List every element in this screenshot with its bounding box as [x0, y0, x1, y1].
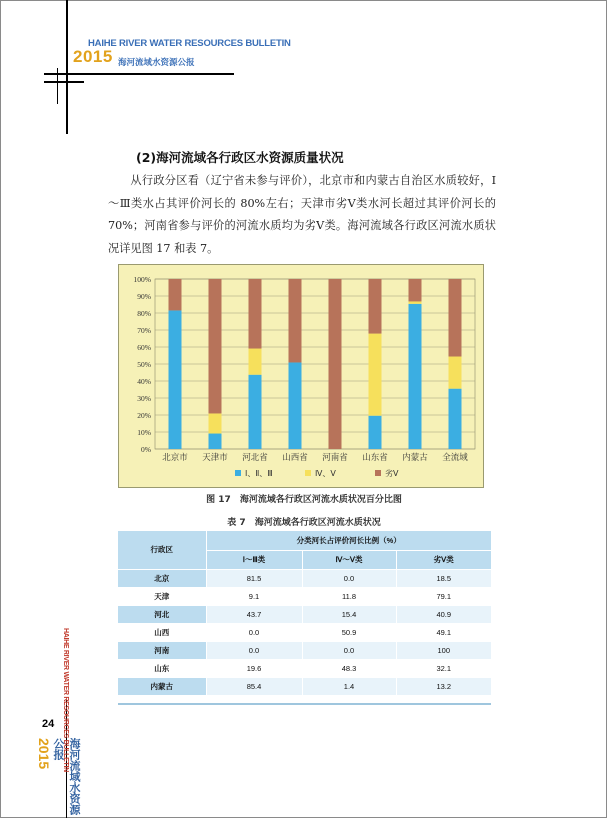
side-bulletin-en: HAIHE RIVER WATER RESOURCES BULLETIN — [62, 628, 69, 772]
water-quality-table — [118, 531, 491, 695]
legend-swatch — [235, 470, 241, 476]
bar-segment-2 — [369, 334, 382, 416]
cell-class-4-5: 1.4 — [302, 677, 396, 695]
legend-swatch — [375, 470, 381, 476]
row-region: 山东 — [118, 659, 206, 677]
y-tick-label: 50% — [137, 360, 151, 369]
cell-class-4-5: 48.3 — [302, 659, 396, 677]
bar-segment-3 — [169, 279, 182, 310]
cell-class-4-5: 50.9 — [302, 623, 396, 641]
y-tick-label: 0% — [141, 445, 151, 454]
y-tick-label: 10% — [137, 428, 151, 437]
bar-segment-1 — [409, 304, 422, 449]
table-row — [118, 569, 491, 587]
bar-segment-1 — [209, 434, 222, 449]
legend-label: Ⅰ、Ⅱ、Ⅲ — [245, 469, 273, 478]
cell-class-inferior-5: 100 — [396, 641, 491, 659]
stacked-bar-chart — [119, 265, 485, 489]
table-row — [118, 587, 491, 605]
bar-segment-1 — [289, 362, 302, 449]
bulletin-year: 2015 — [73, 47, 113, 66]
cell-class-4-5: 11.8 — [302, 587, 396, 605]
page-number: 24 — [42, 718, 55, 730]
bar-segment-1 — [369, 416, 382, 449]
cell-class-inferior-5: 18.5 — [396, 569, 491, 587]
x-tick-label: 全流域 — [442, 453, 468, 463]
row-region: 天津 — [118, 587, 206, 605]
bar-segment-2 — [449, 357, 462, 389]
cell-class-inferior-5: 13.2 — [396, 677, 491, 695]
bar-segment-3 — [369, 279, 382, 334]
x-tick-label: 河北省 — [242, 453, 268, 463]
cell-class-1-3: 9.1 — [206, 587, 302, 605]
x-tick-label: 内蒙古 — [402, 453, 428, 463]
bar-segment-3 — [449, 279, 462, 357]
legend-swatch — [305, 470, 311, 476]
table-bottom-rule — [118, 703, 491, 705]
x-tick-label: 山东省 — [362, 453, 388, 463]
bar-segment-3 — [209, 279, 222, 413]
legend-label: 劣Ⅴ — [385, 469, 399, 478]
bar-segment-3 — [329, 279, 342, 449]
cell-class-1-3: 19.6 — [206, 659, 302, 677]
table-row — [118, 659, 491, 677]
bar-segment-2 — [249, 349, 262, 375]
table-caption: 表 7 海河流域各行政区河流水质状况 — [227, 518, 381, 528]
bar-segment-3 — [289, 279, 302, 362]
table-row — [118, 677, 491, 695]
cell-class-4-5: 0.0 — [302, 569, 396, 587]
table-row — [118, 641, 491, 659]
cell-class-inferior-5: 79.1 — [396, 587, 491, 605]
y-tick-label: 20% — [137, 411, 151, 420]
cell-class-4-5: 0.0 — [302, 641, 396, 659]
y-tick-label: 70% — [137, 326, 151, 335]
cell-class-1-3: 0.0 — [206, 641, 302, 659]
cell-class-1-3: 0.0 — [206, 623, 302, 641]
x-tick-label: 北京市 — [162, 453, 188, 463]
cell-class-4-5: 15.4 — [302, 605, 396, 623]
row-region: 北京 — [118, 569, 206, 587]
y-tick-label: 30% — [137, 394, 151, 403]
y-tick-label: 90% — [137, 292, 151, 301]
cell-class-1-3: 43.7 — [206, 605, 302, 623]
bulletin-title-en: HAIHE RIVER WATER RESOURCES BULLETIN — [88, 38, 291, 49]
cell-class-inferior-5: 32.1 — [396, 659, 491, 677]
y-tick-label: 80% — [137, 309, 151, 318]
table-header-class-4-5: Ⅳ～Ⅴ类 — [302, 550, 396, 569]
bar-segment-1 — [169, 310, 182, 449]
bar-segment-2 — [409, 301, 422, 303]
chart-panel — [118, 264, 484, 488]
bulletin-title-cn: 海河流域水资源公报 — [118, 58, 195, 68]
x-tick-label: 山西省 — [282, 453, 308, 463]
cell-class-inferior-5: 40.9 — [396, 605, 491, 623]
table-header-class-1-3: Ⅰ～Ⅲ类 — [206, 550, 302, 569]
table-header-group: 分类河长占评价河长比例（%） — [206, 531, 491, 550]
bar-segment-3 — [249, 279, 262, 349]
x-tick-label: 河南省 — [322, 453, 348, 463]
header-vertical-rule — [66, 0, 68, 134]
side-year: 2015 — [36, 738, 52, 770]
side-bulletin-cn: 海河流域水资源公报 — [52, 738, 81, 815]
bar-segment-2 — [209, 413, 222, 433]
header-horizontal-rule — [44, 73, 234, 75]
y-tick-label: 40% — [137, 377, 151, 386]
legend-label: Ⅳ、Ⅴ — [315, 469, 336, 478]
cell-class-1-3: 85.4 — [206, 677, 302, 695]
y-tick-label: 60% — [137, 343, 151, 352]
row-region: 山西 — [118, 623, 206, 641]
section-paragraph: 从行政分区看（辽宁省未参与评价），北京市和内蒙古自治区水质较好，Ⅰ～Ⅲ类水占其评价河长的 80%左右；天津市劣Ⅴ类水河长超过其评价河长的 70%；河南省参与评价的河流水质均为劣Ⅴ类。海河流域各行政区河流水质状况详见图 17 和表 7。 — [108, 174, 496, 255]
cell-class-1-3: 81.5 — [206, 569, 302, 587]
row-region: 河南 — [118, 641, 206, 659]
y-tick-label: 100% — [133, 275, 151, 284]
row-region: 内蒙古 — [118, 677, 206, 695]
x-tick-label: 天津市 — [202, 453, 228, 463]
figure-caption: 图 17 海河流域各行政区河流水质状况百分比图 — [206, 495, 402, 505]
table-row — [118, 623, 491, 641]
bar-segment-1 — [449, 389, 462, 449]
table-row — [118, 605, 491, 623]
row-region: 河北 — [118, 605, 206, 623]
table-header-class-inferior-5: 劣Ⅴ类 — [396, 550, 491, 569]
cell-class-inferior-5: 49.1 — [396, 623, 491, 641]
table-header-region: 行政区 — [118, 531, 206, 569]
header-horizontal-rule-short — [44, 81, 84, 83]
bar-segment-1 — [249, 375, 262, 449]
section-title: (2)海河流域各行政区水资源质量状况 — [136, 150, 344, 165]
bar-segment-3 — [409, 279, 422, 301]
